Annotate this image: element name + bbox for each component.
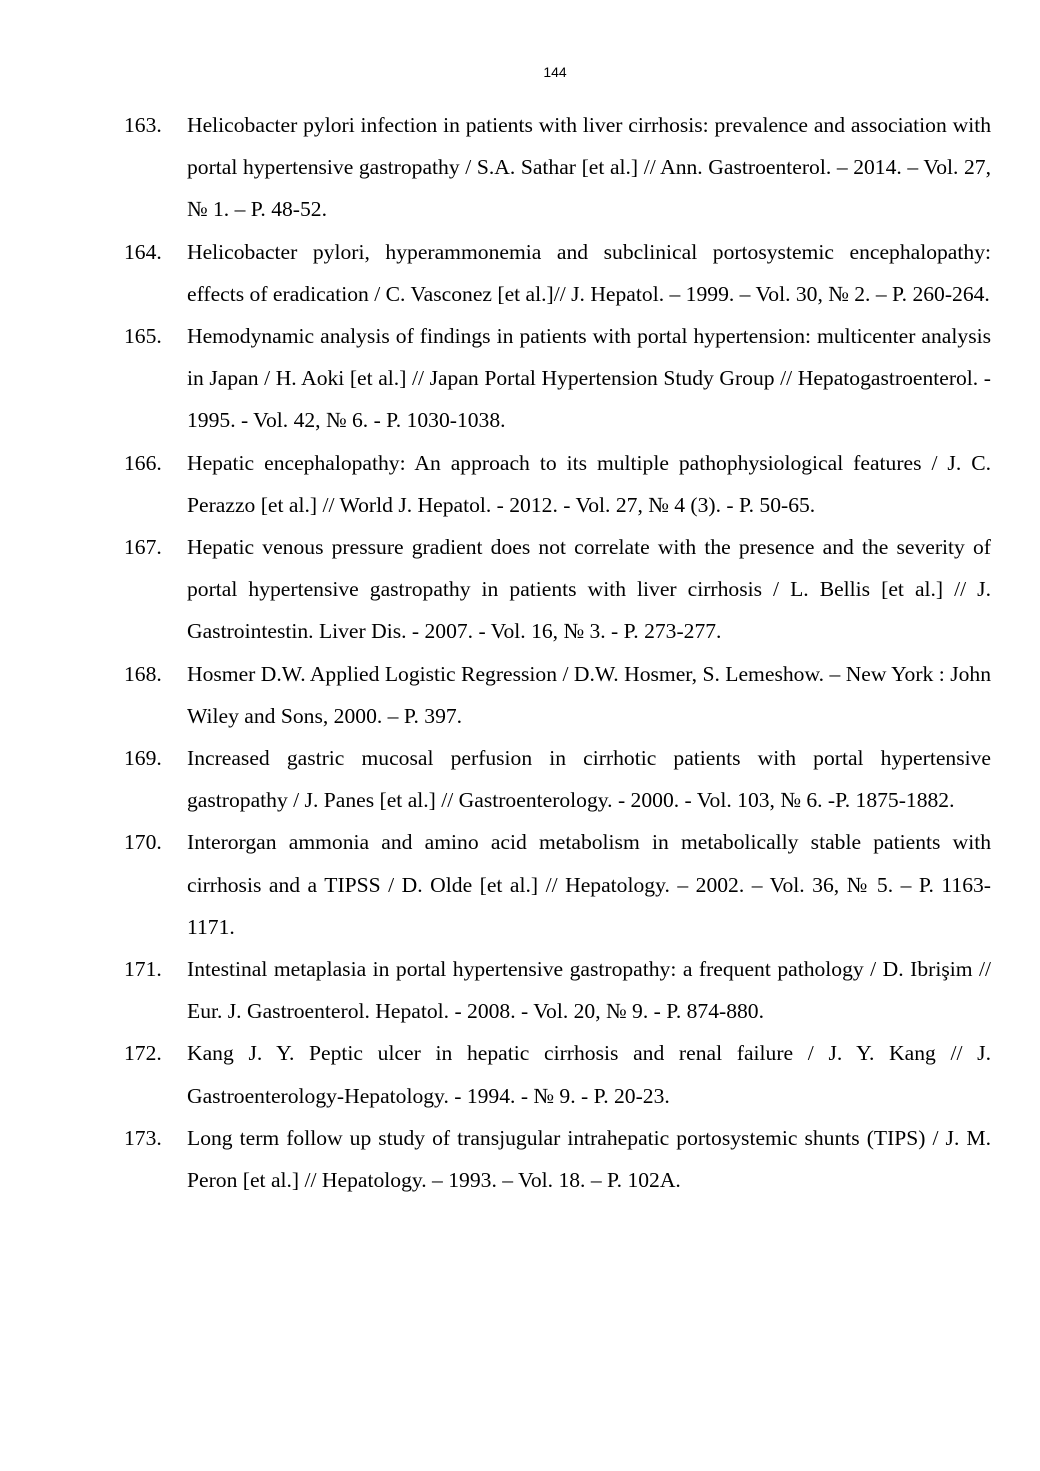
reference-item xyxy=(0,737,1040,821)
reference-number: 171. xyxy=(124,957,162,982)
reference-number: 163. xyxy=(124,113,162,137)
reference-item xyxy=(0,948,1040,1032)
reference-number: 164. xyxy=(124,239,162,264)
reference-text: Kang J. Y. Peptic ulcer in hepatic cirrhosis and renal failure / J. Y. Kang // J. Gastroenterology-Hepatology. - 1994. - № 9. - P. 20-23. xyxy=(187,1041,991,1108)
reference-number: 170. xyxy=(124,830,162,855)
reference-number: 172. xyxy=(124,1041,162,1066)
reference-number: 165. xyxy=(124,324,162,349)
reference-item xyxy=(0,315,1040,442)
reference-number: 166. xyxy=(124,450,162,475)
reference-item xyxy=(0,104,1040,231)
reference-text: Increased gastric mucosal perfusion in cirrhotic patients with portal hypertensive gastropathy / J. Panes [et al.] // Gastroenterology. - 2000. - Vol. 103, № 6. -P. 1875-1882. xyxy=(187,746,991,813)
reference-number: 169. xyxy=(124,746,162,771)
reference-item xyxy=(0,1117,1040,1201)
reference-item xyxy=(0,653,1040,737)
reference-text: Interorgan ammonia and amino acid metabolism in metabolically stable patients with cirrhosis and a TIPSS / D. Olde [et al.] // Hepatology. – 2002. – Vol. 36, № 5. – P. 1163-1171. xyxy=(187,830,991,939)
page-number: 144 xyxy=(543,64,567,80)
reference-text: Hosmer D.W. Applied Logistic Regression / D.W. Hosmer, S. Lemeshow. – New York : John Wiley and Sons, 2000. – P. 397. xyxy=(187,661,991,728)
reference-number: 168. xyxy=(124,661,162,686)
reference-list xyxy=(0,104,1040,1201)
reference-text: Helicobacter pylori infection in patients with liver cirrhosis: prevalence and association with portal hypertensive gastropathy / S.A. Sathar [et al.] // Ann. Gastroenterol. – 2014. – Vol. 27, № 1. – P. 48-52. xyxy=(187,113,991,222)
reference-item xyxy=(0,231,1040,315)
reference-number: 173. xyxy=(124,1125,162,1150)
reference-text: Intestinal metaplasia in portal hypertensive gastropathy: a frequent pathology / D. Ibrişim // Eur. J. Gastroenterol. Hepatol. - 2008. - Vol. 20, № 9. - P. 874-880. xyxy=(187,957,991,1024)
reference-number: 167. xyxy=(124,535,162,560)
reference-text: Helicobacter pylori, hyperammonemia and subclinical portosystemic encephalopathy: effects of eradication / C. Vasconez [et al.]// J. Hepatol. – 1999. – Vol. 30, № 2. – P. 260-264. xyxy=(187,239,991,306)
reference-text: Hemodynamic analysis of findings in patients with portal hypertension: multicenter analysis in Japan / H. Aoki [et al.] // Japan Portal Hypertension Study Group // Hepatogastroenterol. - 1995. - Vol. 42, № 6. - P. 1030-1038. xyxy=(187,324,991,433)
reference-item xyxy=(0,442,1040,526)
reference-item xyxy=(0,1032,1040,1116)
reference-item xyxy=(0,526,1040,653)
reference-text: Long term follow up study of transjugular intrahepatic portosystemic shunts (TIPS) / J. M. Peron [et al.] // Hepatology. – 1993. – Vol. 18. – P. 102A. xyxy=(187,1125,991,1193)
reference-item xyxy=(0,821,1040,948)
reference-text: Hepatic venous pressure gradient does not correlate with the presence and the severity of portal hypertensive gastropathy in patients with liver cirrhosis / L. Bellis [et al.] // J. Gastrointestin. Liver Dis. - 2007. - Vol. 16, № 3. - P. 273-277. xyxy=(187,535,991,644)
reference-text: Hepatic encephalopathy: An approach to its multiple pathophysiological features / J. C. Perazzo [et al.] // World J. Hepatol. - 2012. - Vol. 27, № 4 (3). - P. 50-65. xyxy=(187,450,991,517)
